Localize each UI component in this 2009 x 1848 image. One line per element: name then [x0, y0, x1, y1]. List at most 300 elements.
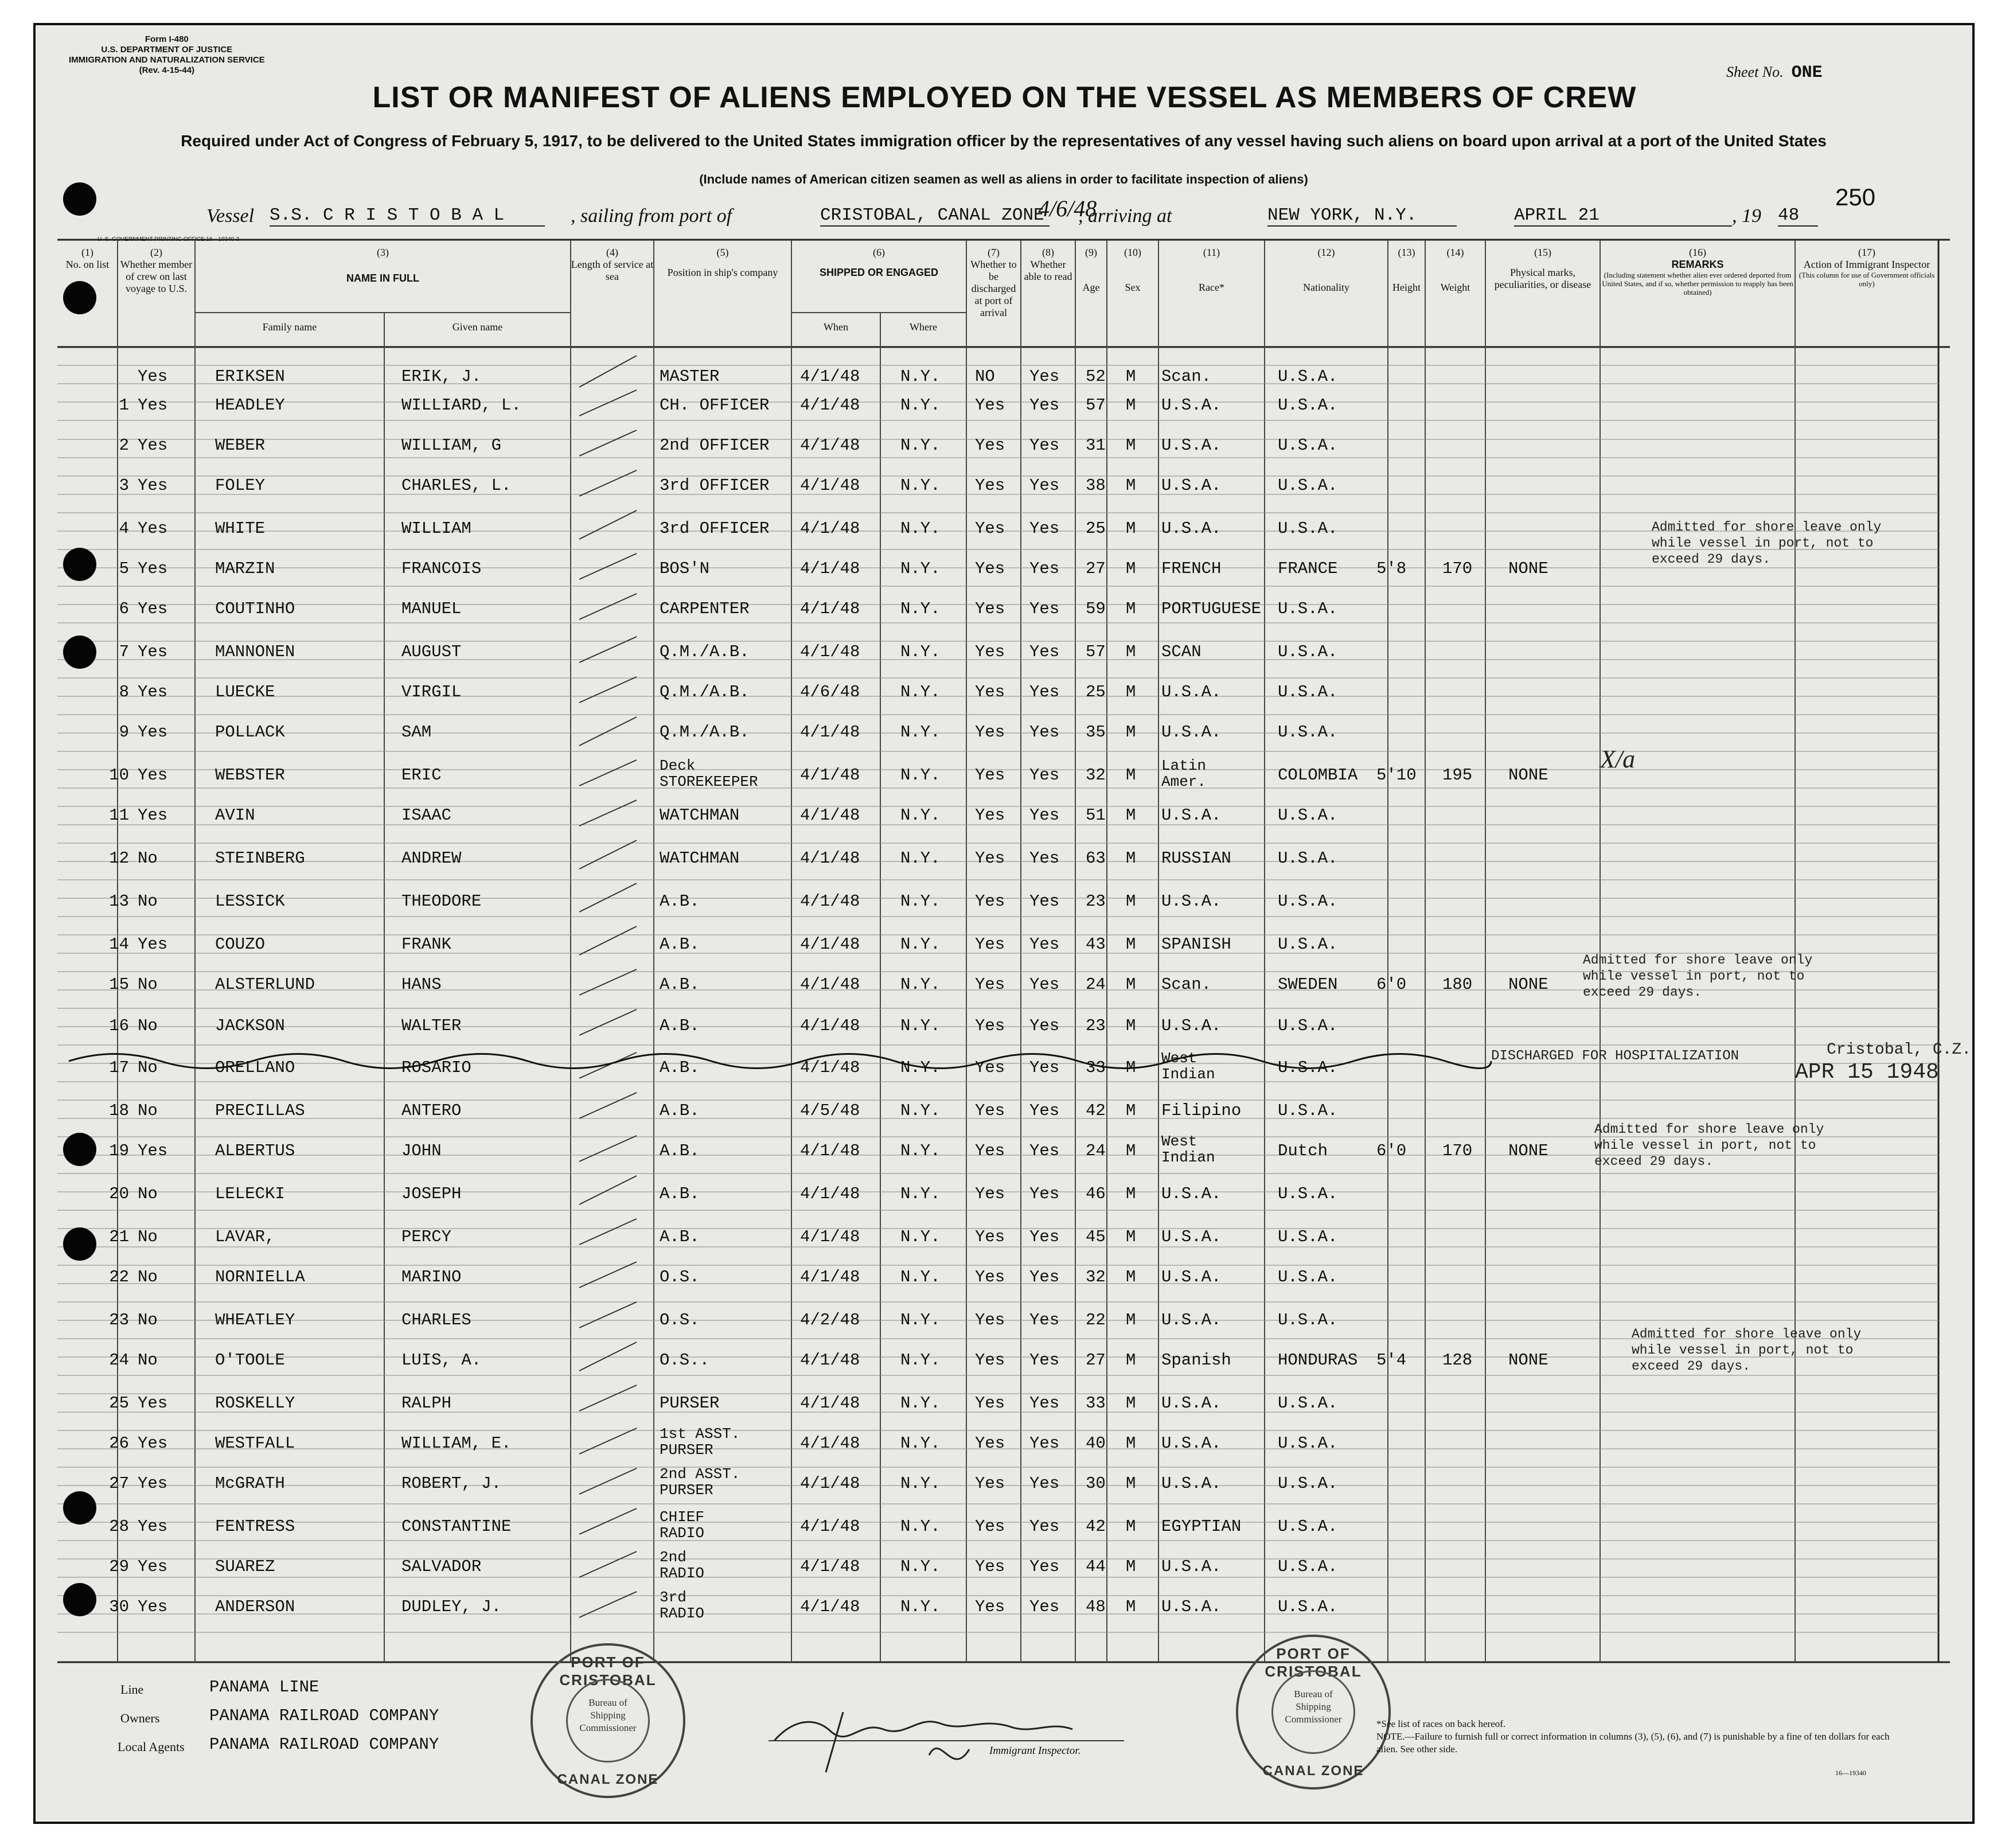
cell-row-number: 29 — [109, 1557, 129, 1576]
cell-last-voyage: No — [138, 1268, 158, 1286]
cell-age: 63 — [1086, 849, 1106, 868]
cell-nationality: SWEDEN — [1278, 975, 1338, 994]
cell-row-number: 19 — [109, 1141, 129, 1160]
cell-nationality: U.S.A. — [1278, 849, 1338, 868]
cell-age: 25 — [1086, 519, 1106, 538]
cell-age: 33 — [1086, 1394, 1106, 1413]
cell-given-name: HANS — [401, 975, 442, 994]
cell-position: A.B. — [660, 975, 700, 994]
cell-position: BOS'N — [660, 559, 710, 578]
remark-row-17: DISCHARGED FOR HOSPITALIZATION — [1491, 1048, 1739, 1064]
cell-nationality: HONDURAS — [1278, 1351, 1358, 1370]
cell-family-name: LESSICK — [215, 892, 285, 911]
cell-given-name: ROBERT, J. — [401, 1474, 502, 1493]
agents-label: Local Agents — [118, 1740, 185, 1754]
inspector-signature — [774, 1712, 1072, 1772]
cell-last-voyage: Yes — [138, 766, 168, 785]
cell-weight: 128 — [1442, 1351, 1473, 1370]
cell-able-to-read: Yes — [1029, 1184, 1060, 1203]
cell-family-name: ALSTERLUND — [215, 975, 315, 994]
cell-discharged: Yes — [975, 723, 1005, 742]
cell-discharged: NO — [975, 367, 995, 386]
line-value: PANAMA LINE — [209, 1678, 319, 1697]
cell-last-voyage: Yes — [138, 1597, 168, 1616]
cell-sex: M — [1126, 1474, 1136, 1493]
cell-age: 42 — [1086, 1517, 1106, 1536]
cell-sex: M — [1126, 723, 1136, 742]
cell-age: 57 — [1086, 396, 1106, 415]
cell-last-voyage: No — [138, 849, 158, 868]
cell-given-name: FRANCOIS — [401, 559, 482, 578]
cell-able-to-read: Yes — [1029, 1058, 1060, 1077]
cell-last-voyage: No — [138, 1101, 158, 1120]
cell-nationality: U.S.A. — [1278, 723, 1338, 742]
cell-sex: M — [1126, 1184, 1136, 1203]
cell-age: 45 — [1086, 1227, 1106, 1246]
cell-family-name: HEADLEY — [215, 396, 285, 415]
cell-given-name: CONSTANTINE — [401, 1517, 512, 1536]
cell-position: 2nd RADIO — [660, 1549, 705, 1582]
remark-row-5: Admitted for shore leave only while vessel in port, not to exceed 29 days. — [1652, 520, 1882, 567]
arrival-date: APRIL 21 — [1514, 205, 1732, 227]
cell-shipped-when: 4/1/48 — [800, 1268, 860, 1286]
cell-given-name: ERIK, J. — [401, 367, 482, 386]
cell-given-name: MARINO — [401, 1268, 462, 1286]
cell-shipped-where: N.Y. — [900, 367, 941, 386]
cell-nationality: U.S.A. — [1278, 1227, 1338, 1246]
cell-shipped-when: 4/1/48 — [800, 436, 860, 455]
cell-race: RUSSIAN — [1161, 849, 1231, 868]
cell-height: 6'0 — [1376, 975, 1407, 994]
cell-given-name: SAM — [401, 723, 432, 742]
cell-nationality: FRANCE — [1278, 559, 1338, 578]
cell-last-voyage: No — [138, 892, 158, 911]
cell-shipped-where: N.Y. — [900, 806, 941, 825]
cell-position: MASTER — [660, 367, 720, 386]
cell-discharged: Yes — [975, 806, 1005, 825]
port-seal-right: PORT OF CRISTOBAL Bureau of Shipping Commissioner CANAL ZONE — [1236, 1635, 1391, 1789]
cell-family-name: ERIKSEN — [215, 367, 285, 386]
cell-last-voyage: Yes — [138, 1394, 168, 1413]
cell-sex: M — [1126, 436, 1136, 455]
cell-row-number: 30 — [109, 1597, 129, 1616]
cell-position: A.B. — [660, 1058, 700, 1077]
cell-able-to-read: Yes — [1029, 1311, 1060, 1330]
cell-last-voyage: Yes — [138, 1474, 168, 1493]
cell-able-to-read: Yes — [1029, 1474, 1060, 1493]
cell-race: U.S.A. — [1161, 396, 1222, 415]
cell-sex: M — [1126, 766, 1136, 785]
cell-family-name: McGRATH — [215, 1474, 285, 1493]
cell-nationality: U.S.A. — [1278, 683, 1338, 701]
cell-age: 25 — [1086, 683, 1106, 701]
cell-given-name: WILLIAM, E. — [401, 1434, 512, 1453]
cell-given-name: CHARLES — [401, 1311, 471, 1330]
cell-shipped-when: 4/1/48 — [800, 1557, 860, 1576]
cell-given-name: DUDLEY, J. — [401, 1597, 502, 1616]
cell-last-voyage: Yes — [138, 519, 168, 538]
cell-shipped-when: 4/1/48 — [800, 935, 860, 954]
column-header-when: When — [824, 321, 848, 333]
cell-given-name: CHARLES, L. — [401, 476, 512, 495]
cell-position: WATCHMAN — [660, 806, 740, 825]
cell-able-to-read: Yes — [1029, 849, 1060, 868]
printer-line: U. S. GOVERNMENT PRINTING OFFICE 16—19340-3 — [97, 236, 240, 243]
column-header-physical-marks: (15) Physical marks, peculiarities, or disease — [1494, 247, 1591, 290]
cell-given-name: WILLIAM, G — [401, 436, 502, 455]
cell-position: 2nd ASST. PURSER — [660, 1465, 740, 1499]
cell-shipped-when: 4/1/48 — [800, 723, 860, 742]
cell-last-voyage: Yes — [138, 683, 168, 701]
arrival-year: 48 — [1778, 205, 1818, 227]
cell-shipped-when: 4/1/48 — [800, 367, 860, 386]
sailing-label: , sailing from port of — [571, 205, 732, 227]
cell-position: A.B. — [660, 1184, 700, 1203]
cell-race: SCAN — [1161, 642, 1202, 661]
cell-able-to-read: Yes — [1029, 436, 1060, 455]
cell-shipped-where: N.Y. — [900, 476, 941, 495]
cell-shipped-when: 4/1/48 — [800, 975, 860, 994]
cell-race: EGYPTIAN — [1161, 1517, 1242, 1536]
cell-last-voyage: No — [138, 1351, 158, 1370]
cell-position: PURSER — [660, 1394, 720, 1413]
cell-discharged: Yes — [975, 1268, 1005, 1286]
form-number: Form I-480 — [145, 34, 189, 44]
cell-last-voyage: No — [138, 1227, 158, 1246]
cell-able-to-read: Yes — [1029, 766, 1060, 785]
cell-last-voyage: Yes — [138, 559, 168, 578]
cell-nationality: U.S.A. — [1278, 436, 1338, 455]
cell-sex: M — [1126, 476, 1136, 495]
cell-able-to-read: Yes — [1029, 476, 1060, 495]
cell-discharged: Yes — [975, 1016, 1005, 1035]
cell-age: 27 — [1086, 559, 1106, 578]
cell-sex: M — [1126, 1101, 1136, 1120]
cell-row-number: 22 — [109, 1268, 129, 1286]
cell-nationality: U.S.A. — [1278, 1557, 1338, 1576]
cell-last-voyage: Yes — [138, 935, 168, 954]
cell-age: 40 — [1086, 1434, 1106, 1453]
cell-discharged: Yes — [975, 599, 1005, 618]
cell-family-name: LELECKI — [215, 1184, 285, 1203]
cell-family-name: FENTRESS — [215, 1517, 295, 1536]
inspector-label: Immigrant Inspector. — [989, 1745, 1081, 1757]
cell-shipped-when: 4/1/48 — [800, 1184, 860, 1203]
cell-position: 3rd RADIO — [660, 1589, 705, 1622]
agents-value: PANAMA RAILROAD COMPANY — [209, 1735, 439, 1754]
cell-shipped-when: 4/1/48 — [800, 1517, 860, 1536]
cell-sex: M — [1126, 1434, 1136, 1453]
cell-shipped-when: 4/1/48 — [800, 1141, 860, 1160]
cell-age: 51 — [1086, 806, 1106, 825]
cell-family-name: ROSKELLY — [215, 1394, 295, 1413]
column-header-height: (13) Height — [1392, 247, 1421, 293]
cell-nationality: U.S.A. — [1278, 1434, 1338, 1453]
column-header-position: (5) Position in ship's company — [667, 247, 778, 278]
cell-race: U.S.A. — [1161, 1227, 1222, 1246]
cell-family-name: LAVAR, — [215, 1227, 275, 1246]
cell-nationality: U.S.A. — [1278, 935, 1338, 954]
cell-position: 3rd OFFICER — [660, 519, 770, 538]
cell-shipped-where: N.Y. — [900, 1101, 941, 1120]
cell-sex: M — [1126, 1268, 1136, 1286]
cell-discharged: Yes — [975, 1311, 1005, 1330]
cell-able-to-read: Yes — [1029, 367, 1060, 386]
cell-sex: M — [1126, 892, 1136, 911]
cell-weight: 170 — [1442, 1141, 1473, 1160]
cell-shipped-where: N.Y. — [900, 766, 941, 785]
cell-given-name: ROSARIO — [401, 1058, 471, 1077]
cell-race: PORTUGUESE — [1161, 599, 1262, 618]
cell-shipped-when: 4/1/48 — [800, 849, 860, 868]
cell-shipped-when: 4/5/48 — [800, 1101, 860, 1120]
cell-given-name: JOHN — [401, 1141, 442, 1160]
cell-row-number: 25 — [109, 1394, 129, 1413]
cell-family-name: AVIN — [215, 806, 255, 825]
cell-shipped-where: N.Y. — [900, 436, 941, 455]
cell-discharged: Yes — [975, 1434, 1005, 1453]
cell-age: 32 — [1086, 766, 1106, 785]
cell-row-number: 4 — [119, 519, 129, 538]
cell-able-to-read: Yes — [1029, 683, 1060, 701]
cell-family-name: MANNONEN — [215, 642, 295, 661]
cell-discharged: Yes — [975, 1184, 1005, 1203]
cell-race: U.S.A. — [1161, 1557, 1222, 1576]
form-service: IMMIGRATION AND NATURALIZATION SERVICE — [69, 55, 265, 65]
cell-shipped-where: N.Y. — [900, 599, 941, 618]
cell-given-name: ANTERO — [401, 1101, 462, 1120]
cell-position: Q.M./A.B. — [660, 642, 750, 661]
cell-position: CHIEF RADIO — [660, 1508, 705, 1542]
column-header-sex: (10) Sex — [1124, 247, 1141, 293]
cell-shipped-when: 4/6/48 — [800, 683, 860, 701]
cell-position: O.S. — [660, 1268, 700, 1286]
owners-value: PANAMA RAILROAD COMPANY — [209, 1706, 439, 1725]
cell-race: West Indian — [1161, 1133, 1215, 1166]
cell-position: Q.M./A.B. — [660, 723, 750, 742]
cell-position: 1st ASST. PURSER — [660, 1425, 740, 1459]
cell-discharged: Yes — [975, 436, 1005, 455]
cell-discharged: Yes — [975, 1597, 1005, 1616]
cell-height: 5'4 — [1376, 1351, 1407, 1370]
cell-nationality: U.S.A. — [1278, 1517, 1338, 1536]
cell-age: 48 — [1086, 1597, 1106, 1616]
cell-shipped-when: 4/1/48 — [800, 396, 860, 415]
cell-age: 35 — [1086, 723, 1106, 742]
cell-shipped-where: N.Y. — [900, 1141, 941, 1160]
cell-able-to-read: Yes — [1029, 642, 1060, 661]
cell-age: 59 — [1086, 599, 1106, 618]
cell-sex: M — [1126, 1227, 1136, 1246]
cell-physical-marks: NONE — [1508, 1141, 1548, 1160]
vessel-name: S.S. C R I S T O B A L — [270, 205, 545, 227]
cell-discharged: Yes — [975, 396, 1005, 415]
cell-race: Latin Amer. — [1161, 757, 1207, 790]
cell-nationality: U.S.A. — [1278, 1058, 1338, 1077]
cell-position: A.B. — [660, 1141, 700, 1160]
cell-shipped-when: 4/1/48 — [800, 1016, 860, 1035]
cell-able-to-read: Yes — [1029, 559, 1060, 578]
cell-shipped-where: N.Y. — [900, 1184, 941, 1203]
cell-family-name: JACKSON — [215, 1016, 285, 1035]
cell-given-name: WILLIARD, L. — [401, 396, 521, 415]
punch-hole — [63, 281, 96, 314]
column-header-given-name: Given name — [452, 321, 503, 333]
cell-shipped-where: N.Y. — [900, 1474, 941, 1493]
cell-family-name: SUAREZ — [215, 1557, 275, 1576]
cell-row-number: 1 — [119, 396, 129, 415]
cell-sex: M — [1126, 1351, 1136, 1370]
cell-race: Scan. — [1161, 367, 1212, 386]
cell-given-name: JOSEPH — [401, 1184, 462, 1203]
cell-shipped-when: 4/1/48 — [800, 519, 860, 538]
cell-row-number: 12 — [109, 849, 129, 868]
cell-sex: M — [1126, 849, 1136, 868]
cell-family-name: WHITE — [215, 519, 266, 538]
cell-shipped-where: N.Y. — [900, 1016, 941, 1035]
cell-race: U.S.A. — [1161, 476, 1222, 495]
cell-race: U.S.A. — [1161, 892, 1222, 911]
cell-shipped-when: 4/1/48 — [800, 1434, 860, 1453]
cell-age: 43 — [1086, 935, 1106, 954]
cell-able-to-read: Yes — [1029, 1227, 1060, 1246]
cell-row-number: 18 — [109, 1101, 129, 1120]
cell-row-number: 28 — [109, 1517, 129, 1536]
cell-shipped-where: N.Y. — [900, 1058, 941, 1077]
cell-race: U.S.A. — [1161, 519, 1222, 538]
cell-row-number: 23 — [109, 1311, 129, 1330]
cell-position: A.B. — [660, 1227, 700, 1246]
cell-family-name: ANDERSON — [215, 1597, 295, 1616]
cell-given-name: AUGUST — [401, 642, 462, 661]
sheet-number-value: ONE — [1791, 63, 1823, 83]
races-note: *See list of races on back hereof. — [1376, 1718, 1506, 1729]
cell-last-voyage: Yes — [138, 1517, 168, 1536]
cell-sex: M — [1126, 519, 1136, 538]
stamped-number: 250 — [1835, 184, 1876, 210]
cell-position: A.B. — [660, 1016, 700, 1035]
cell-shipped-when: 4/1/48 — [800, 892, 860, 911]
cell-given-name: FRANK — [401, 935, 452, 954]
to-port: NEW YORK, N.Y. — [1267, 205, 1457, 227]
cell-height: 5'10 — [1376, 766, 1417, 785]
cell-sex: M — [1126, 1597, 1136, 1616]
cell-row-number: 3 — [119, 476, 129, 495]
cell-nationality: U.S.A. — [1278, 1184, 1338, 1203]
cell-position: CH. OFFICER — [660, 396, 770, 415]
cell-position: A.B. — [660, 892, 700, 911]
cell-able-to-read: Yes — [1029, 1517, 1060, 1536]
cell-shipped-where: N.Y. — [900, 559, 941, 578]
form-agency: U.S. DEPARTMENT OF JUSTICE — [101, 45, 233, 54]
cell-sex: M — [1126, 1311, 1136, 1330]
cell-shipped-where: N.Y. — [900, 975, 941, 994]
cell-row-number: 8 — [119, 683, 129, 701]
cell-discharged: Yes — [975, 975, 1005, 994]
cell-sex: M — [1126, 1141, 1136, 1160]
cell-able-to-read: Yes — [1029, 1016, 1060, 1035]
cell-race: U.S.A. — [1161, 1597, 1222, 1616]
cell-shipped-where: N.Y. — [900, 1557, 941, 1576]
cell-discharged: Yes — [975, 683, 1005, 701]
cell-discharged: Yes — [975, 642, 1005, 661]
column-header-race: (11) Race* — [1199, 247, 1224, 293]
cell-position: Deck STOREKEEPER — [660, 757, 758, 790]
cell-shipped-where: N.Y. — [900, 1311, 941, 1330]
cell-family-name: WHEATLEY — [215, 1311, 295, 1330]
cell-discharged: Yes — [975, 935, 1005, 954]
cell-sex: M — [1126, 1557, 1136, 1576]
column-header-shipped: (6) SHIPPED OR ENGAGED — [819, 247, 939, 278]
cell-nationality: U.S.A. — [1278, 1474, 1338, 1493]
cell-height: 6'0 — [1376, 1141, 1407, 1160]
cell-nationality: U.S.A. — [1278, 1268, 1338, 1286]
punch-hole — [63, 182, 96, 216]
cell-discharged: Yes — [975, 476, 1005, 495]
inspector-stamp-date: APR 15 1948 — [1795, 1060, 1939, 1085]
line-label: Line — [120, 1682, 144, 1697]
cell-discharged: Yes — [975, 1351, 1005, 1370]
cell-able-to-read: Yes — [1029, 935, 1060, 954]
cell-age: 52 — [1086, 367, 1106, 386]
cell-sex: M — [1126, 367, 1136, 386]
cell-able-to-read: Yes — [1029, 975, 1060, 994]
cell-nationality: U.S.A. — [1278, 1597, 1338, 1616]
column-header-nationality: (12) Nationality — [1303, 247, 1349, 293]
owners-label: Owners — [120, 1711, 160, 1725]
cell-last-voyage: Yes — [138, 1434, 168, 1453]
cell-age: 46 — [1086, 1184, 1106, 1203]
cell-shipped-where: N.Y. — [900, 1351, 941, 1370]
cell-given-name: ANDREW — [401, 849, 462, 868]
cell-family-name: WESTFALL — [215, 1434, 295, 1453]
cell-discharged: Yes — [975, 1227, 1005, 1246]
column-header-weight: (14) Weight — [1440, 247, 1470, 293]
cell-sex: M — [1126, 1058, 1136, 1077]
cell-position: O.S.. — [660, 1351, 710, 1370]
column-header-able-to-read: (8) Whether able to read — [1024, 247, 1072, 282]
cell-physical-marks: NONE — [1508, 1351, 1548, 1370]
cell-nationality: COLOMBIA — [1278, 766, 1358, 785]
cell-given-name: ISAAC — [401, 806, 452, 825]
cell-discharged: Yes — [975, 892, 1005, 911]
cell-shipped-where: N.Y. — [900, 723, 941, 742]
cell-shipped-when: 4/1/48 — [800, 806, 860, 825]
cell-weight: 180 — [1442, 975, 1473, 994]
form-revision: (Rev. 4-15-44) — [139, 65, 195, 75]
cell-last-voyage: Yes — [138, 436, 168, 455]
cell-last-voyage: Yes — [138, 642, 168, 661]
cell-position: Q.M./A.B. — [660, 683, 750, 701]
cell-last-voyage: No — [138, 975, 158, 994]
cell-row-number: 20 — [109, 1184, 129, 1203]
cell-age: 42 — [1086, 1101, 1106, 1120]
cell-row-number: 21 — [109, 1227, 129, 1246]
cell-nationality: U.S.A. — [1278, 1394, 1338, 1413]
cell-shipped-where: N.Y. — [900, 892, 941, 911]
cell-discharged: Yes — [975, 1058, 1005, 1077]
cell-given-name: RALPH — [401, 1394, 452, 1413]
cell-row-number: 26 — [109, 1434, 129, 1453]
cell-discharged: Yes — [975, 1394, 1005, 1413]
cell-family-name: POLLACK — [215, 723, 285, 742]
cell-given-name: WALTER — [401, 1016, 462, 1035]
column-header-last-voyage: (2) Whether member of crew on last voyage to U.S. — [120, 247, 193, 294]
cell-sex: M — [1126, 599, 1136, 618]
cell-shipped-where: N.Y. — [900, 1434, 941, 1453]
cell-given-name: THEODORE — [401, 892, 482, 911]
cell-last-voyage: No — [138, 1016, 158, 1035]
